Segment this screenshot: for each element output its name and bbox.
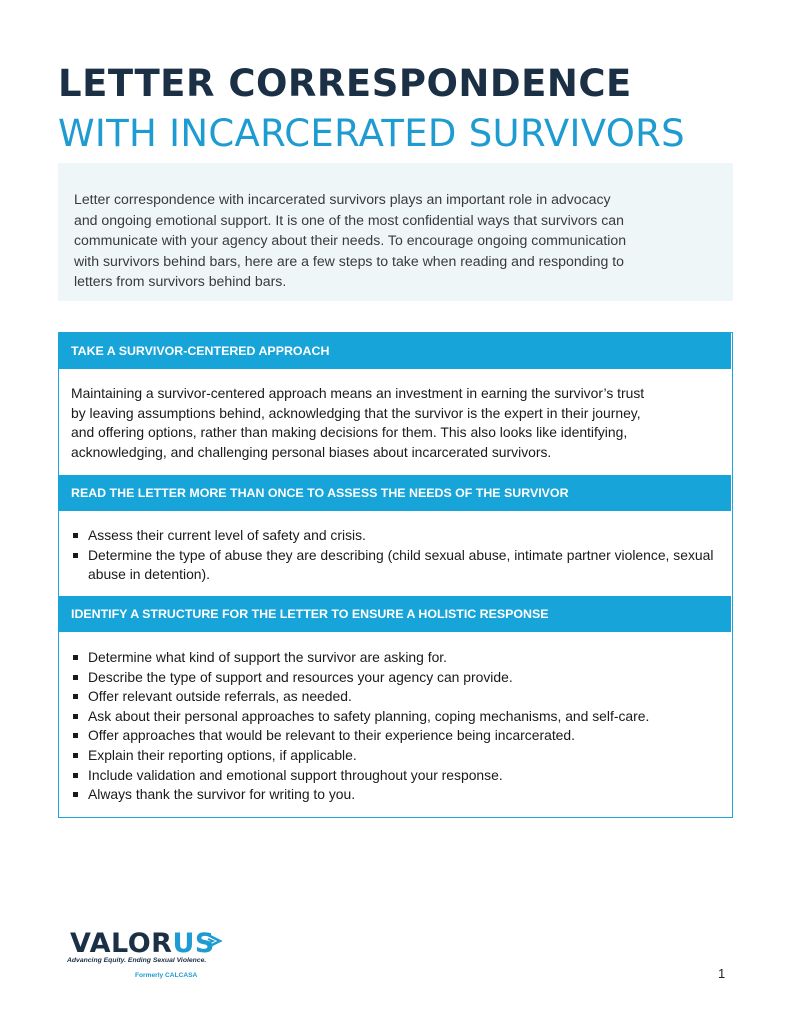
intro-line: and ongoing emotional support. It is one of the most confidential ways that survivors can — [74, 211, 624, 228]
list-item: Always thank the survivor for writing to you. — [71, 785, 721, 805]
list-item: Offer relevant outside referrals, as needed. — [71, 687, 721, 707]
valorus-logo — [67, 928, 240, 988]
logo-arrow-icon — [206, 932, 224, 950]
paragraph-line: acknowledging, and challenging personal biases about incarcerated survivors. — [71, 443, 552, 460]
intro-line: letters from survivors behind bars. — [74, 273, 287, 290]
logo-word-part: VALOR — [70, 928, 173, 959]
section-body-survivor-centered — [71, 384, 721, 462]
section-body-structure — [71, 648, 721, 805]
section-paragraph — [71, 384, 721, 462]
bullet-list — [71, 648, 721, 805]
intro-line: with survivors behind bars, here are a few steps to take when reading and responding to — [74, 252, 624, 269]
section-heading-structure: IDENTIFY A STRUCTURE FOR THE LETTER TO ENSURE A HOLISTIC RESPONSE — [59, 596, 731, 632]
page-number: 1 — [718, 966, 726, 981]
list-item: Determine what kind of support the survivor are asking for. — [71, 648, 721, 668]
paragraph-line: by leaving assumptions behind, acknowledging that the survivor is the expert in their journey, — [71, 404, 641, 421]
list-item: Offer approaches that would be relevant to their experience being incarcerated. — [71, 726, 721, 746]
list-item: Ask about their personal approaches to safety planning, coping mechanisms, and self-care. — [71, 707, 721, 727]
intro-line: Letter correspondence with incarcerated survivors plays an important role in advocacy — [74, 191, 611, 207]
intro-line: communicate with your agency about their needs. To encourage ongoing communication — [74, 232, 627, 249]
list-item: Assess their current level of safety and crisis. — [71, 526, 721, 546]
section-body-read-letter — [71, 526, 721, 585]
page-title-line-2: WITH INCARCERATED SURVIVORS — [58, 112, 685, 155]
list-item: Describe the type of support and resources your agency can provide. — [71, 668, 721, 688]
logo-word-accent: US — [172, 928, 215, 959]
logo-wordmark — [70, 928, 215, 959]
logo-tagline: Advancing Equity. Ending Sexual Violence. — [67, 957, 207, 964]
list-item: Explain their reporting options, if applicable. — [71, 746, 721, 766]
intro-box — [58, 163, 733, 301]
logo-formerly: Formerly CALCASA — [135, 972, 198, 979]
list-item: Include validation and emotional support throughout your response. — [71, 766, 721, 786]
section-heading-survivor-centered: TAKE A SURVIVOR-CENTERED APPROACH — [59, 333, 731, 369]
intro-paragraph — [74, 189, 717, 292]
steps-box — [58, 332, 733, 818]
paragraph-line: and offering options, rather than making decisions for them. This also looks like identifying, — [71, 424, 628, 441]
list-item: Determine the type of abuse they are describing (child sexual abuse, intimate partner violence, sexual abuse in detention). — [71, 546, 721, 585]
paragraph-line: Maintaining a survivor-centered approach means an investment in earning the survivor’s trust — [71, 385, 645, 401]
page-title-line-1: LETTER CORRESPONDENCE — [58, 62, 632, 105]
section-heading-read-letter: READ THE LETTER MORE THAN ONCE TO ASSESS THE NEEDS OF THE SURVIVOR — [59, 475, 731, 511]
bullet-list — [71, 526, 721, 585]
